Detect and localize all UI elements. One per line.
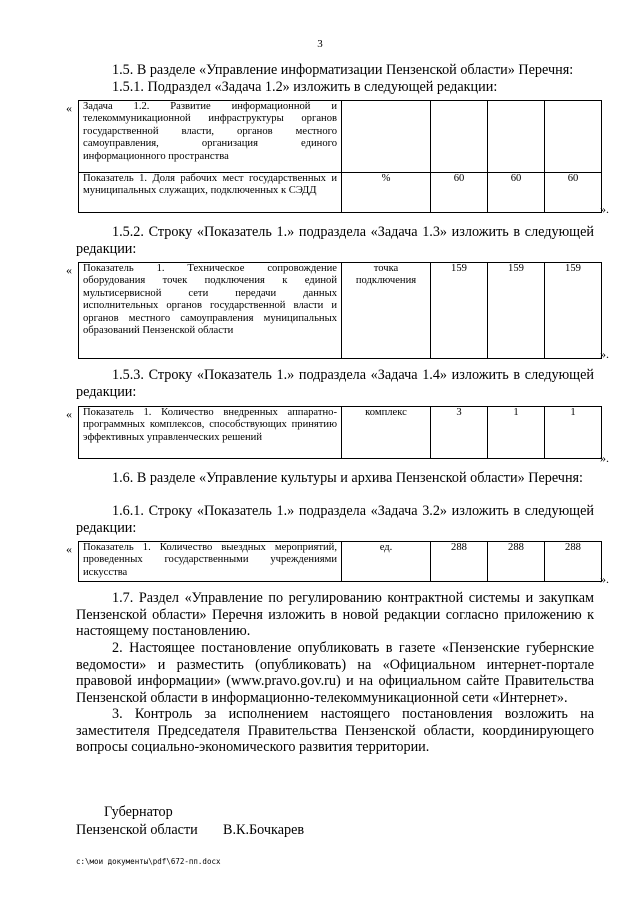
footer-file-path: c:\мои документы\pdf\672-пп.docx bbox=[76, 857, 221, 866]
table-task-1-4 bbox=[78, 406, 602, 459]
open-quote: « bbox=[66, 542, 72, 556]
table-row bbox=[79, 542, 602, 582]
table-cell-name: Показатель 1. Доля рабочих мест государственных и муниципальных служащих, подключенных к СЭДД bbox=[79, 173, 342, 213]
table-cell-value: 3 bbox=[431, 407, 488, 459]
section-1-6: 1.6. В разделе «Управление культуры и архива Пензенской области» Перечня: bbox=[112, 470, 584, 486]
section-1-5: 1.5. В разделе «Управление информатизации Пензенской области» Перечня: bbox=[112, 62, 574, 78]
signature-title: Губернатор bbox=[104, 804, 173, 820]
open-quote: « bbox=[66, 407, 72, 421]
close-quote: ». bbox=[600, 347, 609, 361]
table-cell-unit: ед. bbox=[342, 542, 431, 582]
table-cell-value: 159 bbox=[488, 263, 545, 359]
table-cell-name: Показатель 1. Количество внедренных аппаратно-программных комплексов, способствующих принятию эффективных управленческих решений bbox=[79, 407, 342, 459]
section-1-6-1: 1.6.1. Строку «Показатель 1.» подраздела «Задача 3.2» изложить в следующей редакции: bbox=[76, 503, 594, 536]
signature-region: Пензенской области bbox=[76, 822, 198, 838]
close-quote: ». bbox=[600, 572, 609, 586]
table-task-1-2 bbox=[78, 100, 602, 213]
table-cell-value: 60 bbox=[488, 173, 545, 213]
section-1-5-3: 1.5.3. Строку «Показатель 1.» подраздела «Задача 1.4» изложить в следующей редакции: bbox=[76, 367, 594, 400]
table-row bbox=[79, 407, 602, 459]
table-cell-unit: точка подключения bbox=[342, 263, 431, 359]
table-row bbox=[79, 173, 602, 213]
signature-name: В.К.Бочкарев bbox=[223, 822, 305, 838]
table-cell-value: 60 bbox=[545, 173, 602, 213]
table-cell-value: 159 bbox=[431, 263, 488, 359]
table-cell-unit: % bbox=[342, 173, 431, 213]
page-number: 3 bbox=[317, 38, 323, 50]
table-cell-value: 60 bbox=[431, 173, 488, 213]
section-3: 3. Контроль за исполнением настоящего постановления возложить на заместителя Председателя Правительства Пензенской области, координирующего вопросы социально-экономического развития территории. bbox=[76, 706, 594, 755]
section-1-7: 1.7. Раздел «Управление по регулированию контрактной системы и закупкам Пензенской области» Перечня изложить в новой редакции согласно приложению к настоящему постановлению. bbox=[76, 590, 594, 639]
table-task-1-3 bbox=[78, 262, 602, 359]
table-cell-value bbox=[431, 101, 488, 173]
open-quote: « bbox=[66, 263, 72, 277]
section-1-5-2: 1.5.2. Строку «Показатель 1.» подраздела «Задача 1.3» изложить в следующей редакции: bbox=[76, 224, 594, 257]
table-cell-value: 159 bbox=[545, 263, 602, 359]
table-row bbox=[79, 101, 602, 173]
table-cell-value: 288 bbox=[488, 542, 545, 582]
section-2: 2. Настоящее постановление опубликовать в газете «Пензенские губернские ведомости» и разместить (опубликовать) на «Официальном интернет-портале правовой информации» (www.pravo.gov.ru) и на официальном сайте Правительства Пензенской области в информационно-телекоммуникационной сети «Интернет». bbox=[76, 640, 594, 706]
section-1-5-1: 1.5.1. Подраздел «Задача 1.2» изложить в следующей редакции: bbox=[112, 79, 498, 95]
table-task-3-2 bbox=[78, 541, 602, 582]
table-cell-name: Задача 1.2. Развитие информационной и телекоммуникационной инфраструктуры органов государственной власти, органов местного самоуправления, организация единого информационного пространства bbox=[79, 101, 342, 173]
open-quote: « bbox=[66, 101, 72, 115]
table-cell-value: 1 bbox=[488, 407, 545, 459]
table-cell-unit: комплекс bbox=[342, 407, 431, 459]
table-cell-value bbox=[488, 101, 545, 173]
table-cell-value: 288 bbox=[545, 542, 602, 582]
close-quote: ». bbox=[600, 202, 609, 216]
table-cell-value: 1 bbox=[545, 407, 602, 459]
table-cell-name: Показатель 1. Количество выездных мероприятий, проведенных государственными учреждениями искусства bbox=[79, 542, 342, 582]
close-quote: ». bbox=[600, 451, 609, 465]
table-row bbox=[79, 263, 602, 359]
table-cell-unit bbox=[342, 101, 431, 173]
table-cell-name: Показатель 1. Техническое сопровождение оборудования точек подключения к единой мультисервисной сети передачи данных исполнительных органов государственной власти и органов местного самоуправления муниципальных образований Пензенской области bbox=[79, 263, 342, 359]
table-cell-value bbox=[545, 101, 602, 173]
table-cell-value: 288 bbox=[431, 542, 488, 582]
